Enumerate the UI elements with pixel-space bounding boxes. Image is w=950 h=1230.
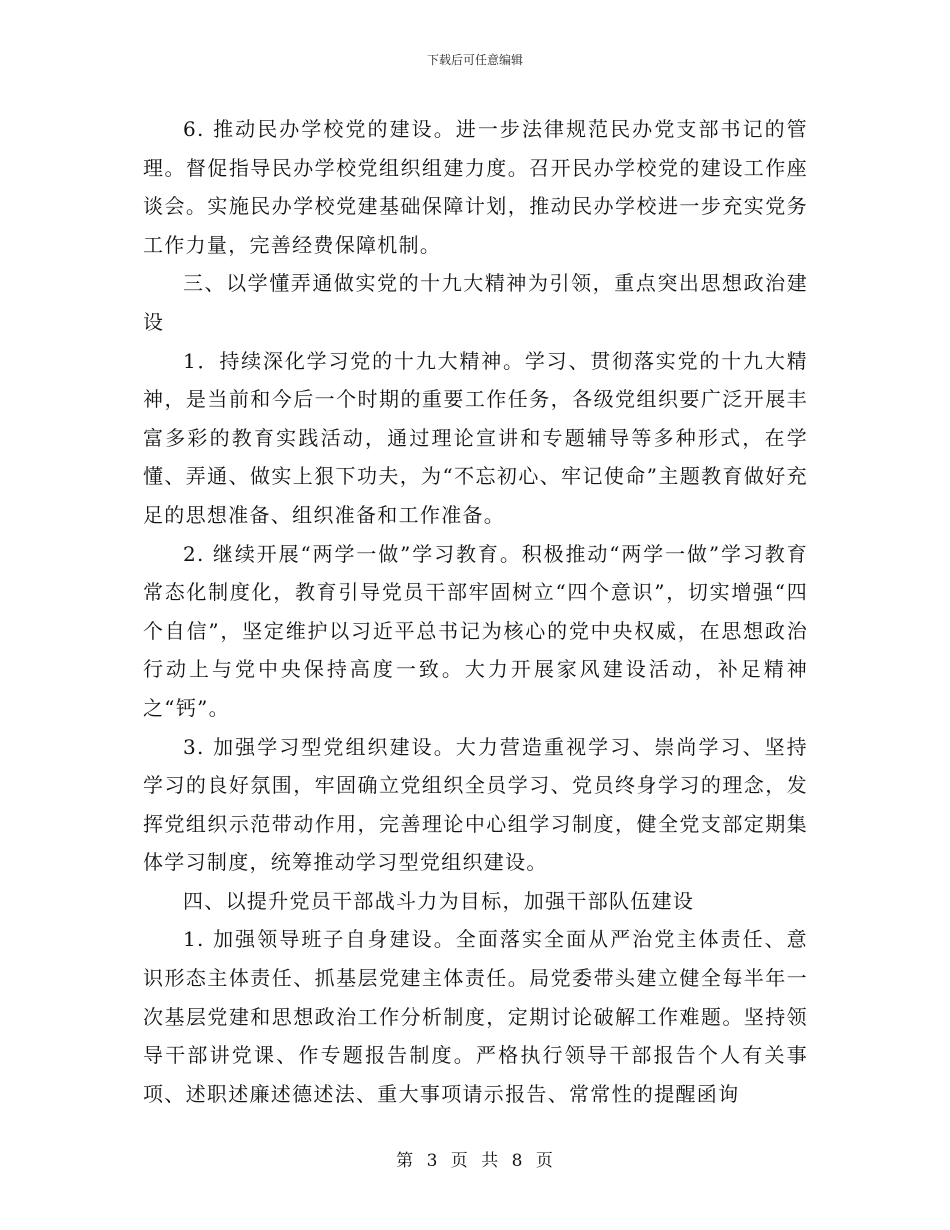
heading-section-three: 三、以学懂弄通做实党的十九大精神为引领，重点突出思想政治建设: [143, 271, 808, 334]
paragraph-item-3: 3. 加强学习型党组织建设。大力营造重视学习、崇尚学习、坚持学习的良好氛围，牢固确立党组织全员学习、党员终身学习的理念，发挥党组织示范带动作用，完善理论中心组学习制度，健全党支部定期集体学习制度，统筹推动学习型党组织建设。: [143, 734, 808, 875]
paragraph-section-6: 6. 推动民办学校党的建设。进一步法律规范民办党支部书记的管理。督促指导民办学校党组织组建力度。召开民办学校党的建设工作座谈会。实施民办学校党建基础保障计划，推动民办学校进一步充实党务工作力量，完善经费保障机制。: [143, 117, 808, 257]
page-footer: 第 3 页 共 8 页: [396, 1151, 554, 1171]
paragraph-item-1: 1．持续深化学习党的十九大精神。学习、贯彻落实党的十九大精神，是当前和今后一个时期的重要工作任务，各级党组织要广泛开展丰富多彩的教育实践活动，通过理论宣讲和专题辅导等多种形式，在学懂、弄通、做实上狠下功夫，为“不忘初心、牢记使命”主题教育做好充足的思想准备、组织准备和工作准备。: [143, 348, 808, 527]
paragraph-item-2: 2. 继续开展“两学一做”学习教育。积极推动“两学一做”学习教育常态化制度化，教育引导党员干部牢固树立“四个意识”，切实增强“四个自信”，坚定维护以习近平总书记为核心的党中央权威，在思想政治行动上与党中央保持高度一致。大力开展家风建设活动，补足精神之“钙”。: [143, 541, 808, 720]
page-header: 下载后可任意编辑: [426, 53, 523, 67]
document-body: [143, 110, 808, 1113]
paragraph-leadership-item-1: 1. 加强领导班子自身建设。全面落实全面从严治党主体责任、意识形态主体责任、抓基层党建主体责任。局党委带头建立健全每半年一次基层党建和思想政治工作分析制度，定期讨论破解工作难题。坚持领导干部讲党课、作专题报告制度。严格执行领导干部报告个人有关事项、述职述廉述德述法、重大事项请示报告、常常性的提醒函询: [143, 927, 808, 1106]
heading-section-four: 四、以提升党员干部战斗力为目标，加强干部队伍建设: [183, 888, 695, 913]
